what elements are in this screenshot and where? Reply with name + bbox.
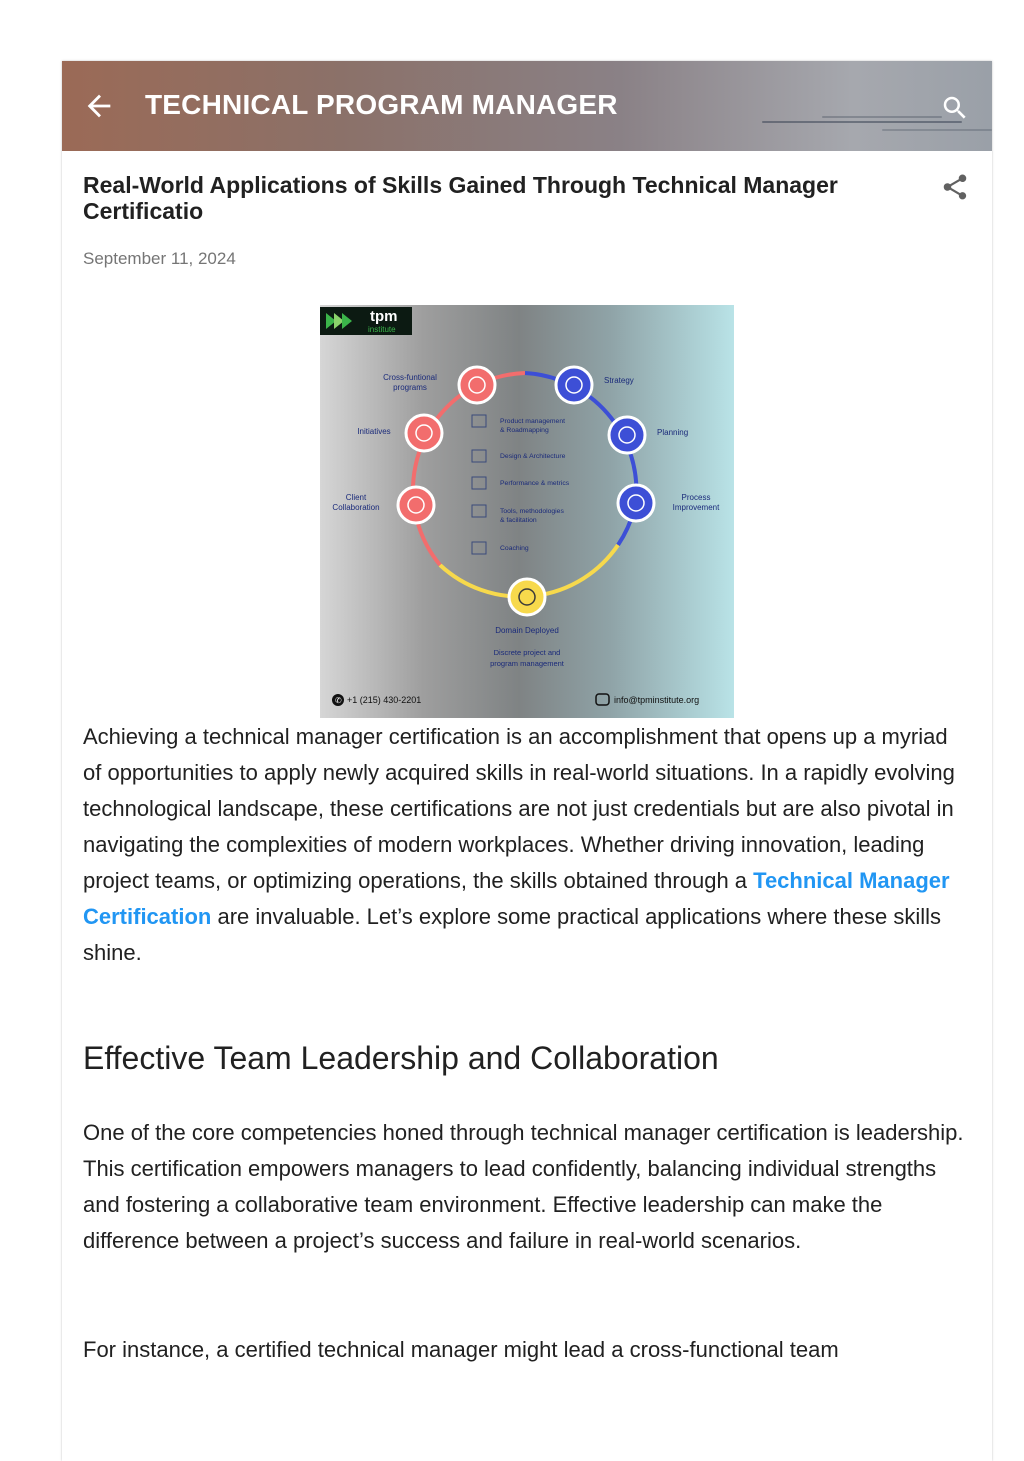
- share-icon: [940, 172, 970, 202]
- diagram-node: [406, 415, 442, 451]
- node-label: Planning: [657, 428, 689, 437]
- section-paragraph-1: One of the core competencies honed through technical manager certification is leadership. This certification empowers managers to lead confidently, balancing individual strengths and fostering a collaborative team environment. Effective leadership can make the difference between a project’s success and failure in real-world scenarios.: [83, 1120, 964, 1253]
- contact-email: info@tpminstitute.org: [614, 695, 700, 705]
- center-list-item: Coaching: [500, 545, 529, 552]
- logo-subtext: institute: [368, 325, 396, 334]
- center-list-item: Tools, methodologies: [500, 508, 564, 515]
- diagram-node: [459, 367, 495, 403]
- logo-text: tpm: [370, 308, 398, 325]
- search-button[interactable]: [940, 93, 970, 123]
- section-heading: Effective Team Leadership and Collaboration: [83, 1040, 719, 1076]
- search-icon: [940, 93, 970, 123]
- diagram-node: [556, 367, 592, 403]
- node-label: Process: [681, 493, 711, 502]
- section-paragraph-2: For instance, a certified technical manager might lead a cross-functional team: [83, 1337, 839, 1362]
- contact-phone: +1 (215) 430-2201: [347, 695, 422, 705]
- intro-text-1: Achieving a technical manager certification is an accomplishment that opens up a myriad of opportunities to apply newly acquired skills in real-world situations. In a rapidly evolving technological landscape, these certifications are not just credentials but are also pivotal in navigating the complexities of modern workplaces. Whether driving innovation, leading project teams, or optimizing operations, the skills obtained through a: [83, 724, 955, 893]
- tpm-logo: [320, 307, 412, 335]
- blog-header: [62, 61, 992, 151]
- node-label: programs: [393, 383, 427, 392]
- node-label-domain-deployed: Domain Deployed: [495, 626, 559, 635]
- diagram-node: [609, 417, 645, 453]
- node-label: Collaboration: [332, 503, 380, 512]
- site-title[interactable]: TECHNICAL PROGRAM MANAGER: [145, 89, 618, 120]
- list-item-icon: [472, 477, 486, 489]
- phone-icon: ✆: [335, 696, 342, 705]
- back-button[interactable]: [82, 89, 116, 123]
- node-label: Initiatives: [357, 427, 391, 436]
- center-list-item: & facilitation: [500, 517, 537, 524]
- list-item-icon: [472, 415, 486, 427]
- bottom-caption-line2: program management: [490, 659, 564, 668]
- tpm-diagram: [320, 305, 734, 718]
- diagram-node: [398, 487, 434, 523]
- post-date: September 11, 2024: [83, 249, 236, 268]
- share-button[interactable]: [940, 172, 970, 202]
- list-item-icon: [472, 505, 486, 517]
- list-item-icon: [472, 542, 486, 554]
- certification-link[interactable]: Technical Manager Certification: [83, 868, 950, 929]
- mail-icon: [596, 694, 609, 705]
- center-list-item: Design & Architecture: [500, 453, 566, 460]
- center-list-item: Performance & metrics: [500, 480, 570, 487]
- node-label: Strategy: [604, 376, 634, 385]
- diagram-node: [509, 579, 545, 615]
- node-label: Cross-funtional: [383, 373, 437, 382]
- center-list-item: Product management: [500, 418, 565, 425]
- intro-paragraph: [83, 719, 968, 971]
- bottom-caption-line1: Discrete project and: [493, 648, 561, 657]
- diagram-node: [618, 485, 654, 521]
- featured-image[interactable]: [320, 305, 734, 718]
- node-label: Client: [345, 493, 367, 502]
- node-label: Improvement: [672, 503, 720, 512]
- intro-text-2: are invaluable. Let’s explore some practical applications where these skills shine.: [83, 904, 942, 965]
- list-item-icon: [472, 450, 486, 462]
- center-list-item: & Roadmapping: [500, 427, 549, 434]
- arrow-left-icon: [82, 89, 116, 123]
- post-title: Real-World Applications of Skills Gained Through Technical Manager Certificatio: [83, 172, 838, 224]
